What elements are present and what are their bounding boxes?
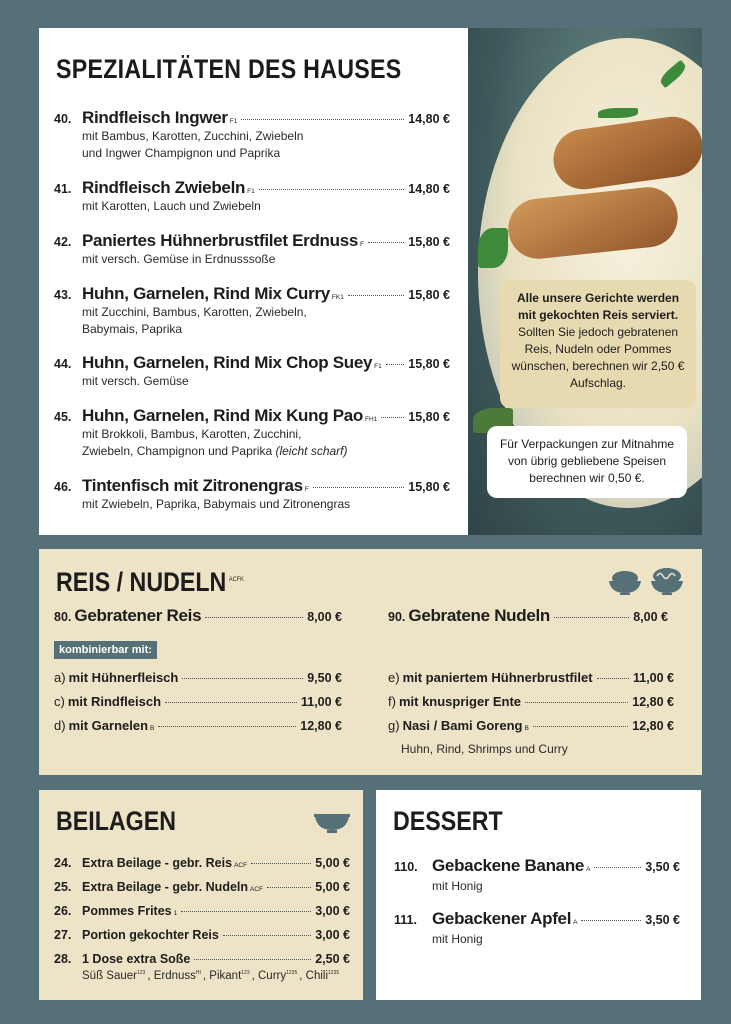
- option-price: 12,80 €: [632, 695, 674, 709]
- dish-number: 44.: [54, 357, 72, 371]
- rice-bowl-icon: [607, 567, 643, 595]
- allergen-code: B: [150, 725, 155, 732]
- side-price: 3,00 €: [315, 904, 350, 918]
- dot-leader: [525, 702, 628, 703]
- dish-name: Huhn, Garnelen, Rind Mix Kung Pao: [82, 406, 364, 425]
- rice-info-text: Sollten Sie jedoch gebratenen Reis, Nudeln oder Pommes wünschen, berechnen wir 2,50 € Aufschlag.: [511, 325, 685, 390]
- dot-leader: [594, 867, 641, 868]
- dot-leader: [533, 726, 628, 727]
- dessert-item-111[interactable]: [394, 909, 680, 929]
- desc-text: Zwiebeln, Champignon und Paprika: [82, 444, 273, 458]
- side-name: Pommes Frites: [82, 904, 172, 918]
- dessert-number: 110.: [394, 860, 418, 874]
- side-price: 5,00 €: [315, 856, 350, 870]
- dish-44[interactable]: [54, 353, 450, 390]
- dish-42[interactable]: [54, 231, 450, 268]
- option-price: 11,00 €: [632, 671, 674, 685]
- option-name: mit Garnelen: [68, 718, 149, 733]
- dish-desc-line2: und Ingwer Champignon und Paprika: [82, 146, 281, 160]
- dish-number: 40.: [54, 112, 72, 126]
- allergen-code: 1235: [328, 970, 340, 977]
- dot-leader: [313, 487, 404, 488]
- side-name: Portion gekochter Reis: [82, 928, 219, 942]
- allergen-code: ACF: [250, 886, 264, 893]
- dot-leader: [158, 726, 296, 727]
- allergen-code: A: [573, 919, 578, 926]
- side-item-28[interactable]: [54, 952, 350, 966]
- item-price: 8,00 €: [307, 610, 342, 624]
- scallion-image: [598, 108, 638, 118]
- item-name: Gebratener Reis: [74, 606, 202, 625]
- sauce-name: Erdnuss: [153, 970, 196, 982]
- option-price: 12,80 €: [300, 719, 342, 733]
- dish-number: 43.: [54, 288, 72, 302]
- side-name: 1 Dose extra Soße: [82, 952, 191, 966]
- option-f[interactable]: [388, 694, 674, 709]
- dish-price: 15,80 €: [408, 288, 450, 302]
- item-name: Gebratene Nudeln: [408, 606, 551, 625]
- dish-desc-line1: mit Zwiebeln, Paprika, Babymais und Zitronengras: [82, 497, 351, 511]
- allergen-code: 123: [136, 970, 146, 977]
- side-price: 3,00 €: [315, 928, 350, 942]
- option-g-desc: Huhn, Rind, Shrimps und Curry: [401, 742, 568, 756]
- dish-desc-line1: mit Brokkoli, Bambus, Karotten, Zucchini,: [82, 427, 302, 441]
- side-item-27[interactable]: [54, 928, 350, 942]
- allergen-code: FK1: [331, 294, 344, 301]
- allergen-code: F: [360, 241, 365, 248]
- dot-leader: [182, 678, 303, 679]
- item-number: 80.: [54, 610, 72, 624]
- allergen-code: FH1: [365, 416, 378, 423]
- allergen-code: HI: [195, 970, 201, 977]
- option-name: mit Rindfleisch: [67, 694, 162, 709]
- dish-name: Huhn, Garnelen, Rind Mix Curry: [82, 284, 330, 303]
- noodle-bowl-icon: [649, 567, 685, 595]
- side-number: 27.: [54, 928, 72, 942]
- allergen-code: ACFK: [228, 576, 244, 583]
- sauce-name: Chili: [305, 970, 329, 982]
- dessert-section: [376, 790, 701, 1000]
- dot-leader: [181, 911, 311, 912]
- dot-leader: [381, 417, 404, 418]
- allergen-code: F1: [229, 118, 238, 125]
- bowl-icons: [607, 567, 685, 595]
- combinable-badge: kombinierbar mit:: [54, 641, 157, 659]
- dessert-desc: mit Honig: [432, 932, 483, 946]
- dish-price: 14,80 €: [408, 112, 450, 126]
- packaging-note: Für Verpackungen zur Mitnahme von übrig gebliebene Speisen berechnen wir 0,50 €.: [487, 426, 687, 498]
- allergen-code: B: [524, 725, 529, 732]
- item-price: 8,00 €: [633, 610, 668, 624]
- dish-price: 15,80 €: [408, 235, 450, 249]
- rice-info-note: [500, 280, 696, 408]
- rice-noodles-section: [39, 549, 702, 775]
- option-a[interactable]: [54, 670, 342, 685]
- dish-desc-line1: mit Karotten, Lauch und Zwiebeln: [82, 199, 261, 213]
- dish-desc-line1: mit versch. Gemüse in Erdnusssoße: [82, 252, 276, 266]
- dish-name: Rindfleisch Ingwer: [82, 108, 228, 127]
- dessert-name: Gebackene Banane: [432, 856, 585, 875]
- dish-40[interactable]: [54, 108, 450, 162]
- dessert-price: 3,50 €: [645, 860, 680, 874]
- dot-leader: [241, 119, 404, 120]
- dessert-item-110[interactable]: [394, 856, 680, 876]
- side-item-25[interactable]: [54, 880, 350, 894]
- side-item-26[interactable]: [54, 904, 350, 918]
- side-price: 5,00 €: [315, 880, 350, 894]
- sides-section: [39, 790, 363, 1000]
- dish-desc-line2: [82, 443, 450, 460]
- side-number: 25.: [54, 880, 72, 894]
- side-number: 28.: [54, 952, 72, 966]
- side-item-24[interactable]: [54, 856, 350, 870]
- sauce-options: Süß Sauer$^{123}$ , Erdnuss$^{HI}$ , Pikant$^{123}$ , Curry$^{1235}$ , Chili$^{1235}$: [82, 970, 340, 982]
- dish-desc-line1: mit Bambus, Karotten, Zucchini, Zwiebeln: [82, 129, 304, 143]
- allergen-code: F: [304, 486, 309, 493]
- dish-name: Rindfleisch Zwiebeln: [82, 178, 246, 197]
- sides-title: BEILAGEN: [56, 806, 176, 836]
- sauce-name: Süß Sauer: [82, 970, 137, 982]
- dish-43[interactable]: [54, 284, 450, 338]
- allergen-code: F1: [247, 188, 255, 195]
- side-name: Extra Beilage - gebr. Reis: [82, 856, 233, 870]
- specials-section: [39, 28, 702, 535]
- dish-name: Huhn, Garnelen, Rind Mix Chop Suey: [82, 353, 373, 372]
- dish-number: 41.: [54, 182, 72, 196]
- dot-leader: [386, 364, 405, 365]
- dish-name: Tintenfisch mit Zitronengras: [82, 476, 303, 495]
- dessert-name: Gebackener Apfel: [432, 909, 572, 928]
- sauce-name: Curry: [258, 970, 287, 982]
- rice-item-80[interactable]: [54, 606, 342, 626]
- item-number: 90.: [388, 610, 406, 624]
- allergen-code: 1235: [286, 970, 298, 977]
- rice-info-bold: Alle unsere Gerichte werden mit gekochten Reis serviert.: [516, 291, 680, 322]
- dot-leader: [597, 678, 629, 679]
- dish-desc-line1: mit versch. Gemüse: [82, 374, 189, 388]
- option-name: mit paniertem Hühnerbrustfilet: [402, 670, 593, 685]
- noodle-item-90[interactable]: [388, 606, 668, 626]
- option-name: Nasi / Bami Goreng: [402, 718, 523, 733]
- option-e[interactable]: [388, 670, 674, 685]
- dot-leader: [223, 935, 311, 936]
- option-d[interactable]: [54, 718, 342, 733]
- dish-price: 15,80 €: [408, 357, 450, 371]
- rice-title-text: REIS / NUDELN: [56, 567, 227, 597]
- dot-leader: [194, 959, 311, 960]
- dish-41[interactable]: [54, 178, 450, 215]
- specials-title: SPEZIALITÄTEN DES HAUSES: [56, 54, 402, 84]
- dot-leader: [581, 920, 641, 921]
- dish-name: Paniertes Hühnerbrustfilet Erdnuss: [82, 231, 359, 250]
- dish-number: 42.: [54, 235, 72, 249]
- vegetable-image: [478, 228, 508, 268]
- dish-45[interactable]: [54, 406, 450, 460]
- option-letter: a): [54, 670, 66, 685]
- dish-desc-line2: Babymais, Paprika: [82, 322, 183, 336]
- option-c[interactable]: [54, 694, 342, 709]
- side-price: 2,50 €: [315, 952, 350, 966]
- dish-46[interactable]: [54, 476, 450, 513]
- dessert-title: DESSERT: [393, 806, 503, 836]
- option-price: 12,80 €: [632, 719, 674, 733]
- dish-number: 45.: [54, 410, 72, 424]
- dessert-number: 111.: [394, 913, 417, 927]
- option-letter: f): [388, 694, 396, 709]
- dot-leader: [267, 887, 311, 888]
- option-name: mit Hühnerfleisch: [68, 670, 179, 685]
- option-price: 11,00 €: [300, 695, 342, 709]
- dot-leader: [348, 295, 404, 296]
- allergen-code: 1: [173, 910, 178, 917]
- option-letter: e): [388, 670, 400, 685]
- option-letter: c): [54, 694, 65, 709]
- bowl-icon: [313, 812, 351, 834]
- dot-leader: [368, 242, 404, 243]
- spicy-note: (leicht scharf): [275, 444, 348, 458]
- option-price: 9,50 €: [307, 671, 342, 685]
- dish-price: 14,80 €: [408, 182, 450, 196]
- dot-leader: [554, 617, 629, 618]
- allergen-code: ACF: [234, 862, 248, 869]
- side-name: Extra Beilage - gebr. Nudeln: [82, 880, 249, 894]
- dish-number: 46.: [54, 480, 72, 494]
- dish-desc-line1: mit Zucchini, Bambus, Karotten, Zwiebeln,: [82, 305, 307, 319]
- dot-leader: [251, 863, 311, 864]
- dot-leader: [205, 617, 303, 618]
- dessert-price: 3,50 €: [645, 913, 680, 927]
- dessert-desc: mit Honig: [432, 879, 483, 893]
- side-number: 26.: [54, 904, 72, 918]
- side-number: 24.: [54, 856, 72, 870]
- sauce-name: Pikant: [209, 970, 242, 982]
- allergen-code: 123: [241, 970, 250, 977]
- rice-title: [56, 567, 244, 598]
- dish-price: 15,80 €: [408, 480, 450, 494]
- option-g[interactable]: [388, 718, 674, 733]
- allergen-code: A: [586, 866, 591, 873]
- dish-price: 15,80 €: [408, 410, 450, 424]
- dot-leader: [165, 702, 297, 703]
- option-letter: d): [54, 718, 66, 733]
- allergen-code: F1: [374, 363, 382, 370]
- food-photo: [468, 28, 702, 535]
- option-letter: g): [388, 718, 400, 733]
- dot-leader: [259, 189, 405, 190]
- option-name: mit knuspriger Ente: [398, 694, 522, 709]
